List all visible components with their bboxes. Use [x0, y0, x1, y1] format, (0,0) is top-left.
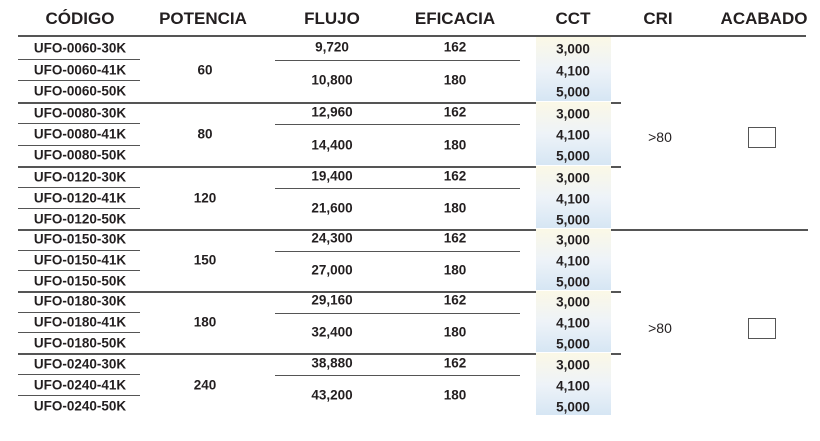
product-code: UFO-0060-50K [33, 83, 127, 99]
flujo-divider [275, 251, 520, 252]
flujo-divider [275, 375, 520, 376]
row-divider [18, 59, 140, 60]
flujo-divider [275, 60, 520, 61]
product-code: UFO-0150-50K [33, 273, 127, 289]
cri-value: >80 [648, 320, 672, 336]
product-code: UFO-0240-41K [33, 377, 127, 392]
cct-value: 3,000 [556, 41, 590, 57]
product-code: UFO-0080-41K [33, 126, 127, 142]
flujo-value: 12,960 [311, 104, 353, 120]
eficacia-value: 180 [443, 324, 467, 340]
product-code: UFO-0080-50K [33, 147, 127, 163]
header-rule [18, 35, 806, 37]
flujo-value: 21,600 [311, 200, 353, 216]
product-code: UFO-0180-41K [33, 314, 127, 330]
potencia-value: 80 [197, 126, 213, 142]
cct-value: 4,100 [556, 315, 590, 331]
eficacia-value: 162 [443, 168, 467, 183]
product-code: UFO-0120-30K [33, 169, 127, 184]
eficacia-value: 180 [443, 72, 467, 88]
row-divider [18, 374, 140, 375]
cct-value: 3,000 [556, 232, 590, 248]
row-divider [18, 250, 140, 251]
cct-value: 4,100 [556, 191, 590, 206]
eficacia-value: 162 [443, 292, 467, 308]
acabado-swatch [748, 318, 776, 339]
flujo-value: 24,300 [311, 230, 353, 246]
header-flujo: FLUJO [304, 9, 360, 28]
flujo-value: 27,000 [311, 262, 353, 278]
potencia-value: 240 [193, 377, 217, 392]
row-divider [18, 123, 140, 124]
group-divider [18, 229, 808, 231]
cct-value: 5,000 [556, 336, 590, 352]
header-codigo: CÓDIGO [45, 9, 115, 28]
cct-value: 3,000 [556, 106, 590, 122]
flujo-value: 32,400 [311, 324, 353, 340]
flujo-divider [275, 188, 520, 189]
cct-value: 4,100 [556, 253, 590, 269]
cct-value: 4,100 [556, 63, 590, 78]
row-divider [18, 395, 140, 396]
potencia-value: 120 [193, 190, 217, 205]
header-cri: CRI [643, 9, 673, 28]
flujo-value: 29,160 [311, 292, 353, 308]
product-code: UFO-0080-30K [33, 105, 127, 121]
cct-value: 5,000 [556, 148, 590, 164]
product-code: UFO-0120-41K [33, 190, 127, 205]
eficacia-value: 180 [443, 387, 467, 403]
potencia-value: 60 [197, 62, 213, 77]
eficacia-value: 180 [443, 137, 467, 153]
cct-value: 3,000 [556, 294, 590, 310]
cct-value: 5,000 [556, 84, 590, 100]
header-potencia: POTENCIA [159, 9, 247, 28]
cct-value: 4,100 [556, 127, 590, 143]
cct-value: 3,000 [556, 357, 590, 372]
product-code: UFO-0240-50K [33, 398, 127, 413]
row-divider [18, 208, 140, 209]
cri-value: >80 [648, 129, 672, 145]
product-code: UFO-0060-30K [33, 40, 127, 56]
product-code: UFO-0240-30K [33, 356, 127, 371]
cct-value: 5,000 [556, 212, 590, 227]
cct-value: 4,100 [556, 378, 590, 393]
product-code: UFO-0180-30K [33, 293, 127, 309]
flujo-value: 19,400 [311, 168, 353, 183]
row-divider [18, 145, 140, 146]
flujo-value: 10,800 [311, 72, 353, 88]
product-code: UFO-0060-41K [33, 62, 127, 77]
header-eficacia: EFICACIA [414, 9, 496, 28]
row-divider [18, 270, 140, 271]
eficacia-value: 180 [443, 262, 467, 278]
potencia-value: 150 [193, 252, 217, 268]
cct-value: 5,000 [556, 274, 590, 290]
header-acabado: ACABADO [720, 9, 808, 28]
header-cct: CCT [555, 9, 591, 28]
flujo-divider [275, 124, 520, 125]
eficacia-value: 180 [443, 200, 467, 216]
flujo-value: 38,880 [311, 355, 353, 370]
eficacia-value: 162 [443, 104, 467, 120]
eficacia-value: 162 [443, 355, 467, 370]
eficacia-value: 162 [443, 230, 467, 246]
acabado-swatch [748, 127, 776, 148]
flujo-divider [275, 313, 520, 314]
potencia-value: 180 [193, 314, 217, 330]
cct-value: 5,000 [556, 399, 590, 414]
cct-value: 3,000 [556, 170, 590, 185]
flujo-value: 14,400 [311, 137, 353, 153]
row-divider [18, 187, 140, 188]
product-code: UFO-0180-50K [33, 335, 127, 351]
row-divider [18, 80, 140, 81]
row-divider [18, 312, 140, 313]
product-code: UFO-0150-30K [33, 231, 127, 247]
product-code: UFO-0120-50K [33, 211, 127, 226]
flujo-value: 9,720 [315, 39, 349, 55]
flujo-value: 43,200 [311, 387, 353, 403]
row-divider [18, 332, 140, 333]
product-code: UFO-0150-41K [33, 252, 127, 268]
eficacia-value: 162 [443, 39, 467, 55]
